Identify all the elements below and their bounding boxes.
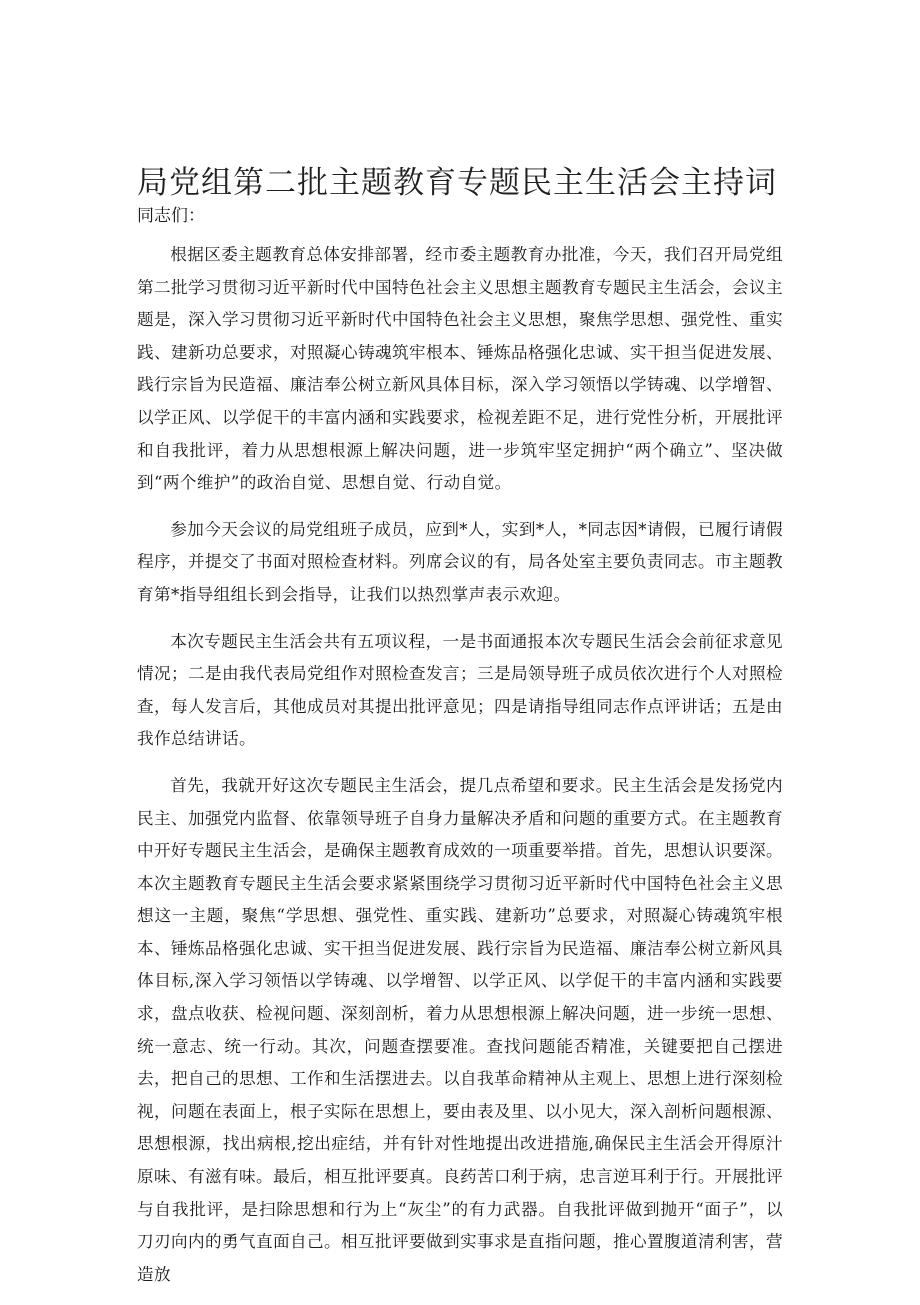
paragraph-meeting-theme: 根据区委主题教育总体安排部署，经市委主题教育办批准，今天，我们召开局党组第二批学习贯彻习近平新时代中国特色社会主义思想主题教育专题民主生活会，会议主题是，深入学习贯彻习近平新时代中国特色社会主义思想，聚焦学思想、强党性、重实践、建新功总要求，对照凝心铸魂筑牢根本、锤炼品格强化忠诚、实干担当促进发展、践行宗旨为民造福、廉洁奉公树立新风具体目标，深入学习领悟以学铸魂、以学增智、以学正风、以学促干的丰富内涵和实践要求，检视差距不足，进行党性分析，开展批评和自我批评，着力从思想根源上解决问题，进一步筑牢坚定拥护“两个确立”、坚决做到“两个维护”的政治自觉、思想自觉、行动自觉。 [137,245,783,493]
document-body [137,239,783,1305]
document-title: 局党组第二批主题教育专题民主生活会主持词 [137,164,777,201]
paragraph-attendance: 参加今天会议的局党组班子成员，应到*人，实到*人，*同志因*请假，已履行请假程序，并提交了书面对照检查材料。列席会议的有，局各处室主要负责同志。市主题教育第*指导组组长到会指导，让我们以热烈掌声表示欢迎。 [137,519,783,604]
paragraph-requirements: 首先，我就开好这次专题民主生活会，提几点希望和要求。民主生活会是发扬党内民主、加强党内监督、依靠领导班子自身力量解决矛盾和问题的重要方式。在主题教育中开好专题民主生活会，是确保主题教育成效的一项重要举措。首先，思想认识要深。本次主题教育专题民主生活会要求紧紧围绕学习贯彻习近平新时代中国特色社会主义思想这一主题，聚焦“学思想、强党性、重实践、建新功”总要求，对照凝心铸魂筑牢根本、锤炼品格强化忠诚、实干担当促进发展、践行宗旨为民造福、廉洁奉公树立新风具体目标,深入学习领悟以学铸魂、以学增智、以学正风、以学促干的丰富内涵和实践要求，盘点收获、检视问题、深刻剖析，着力从思想根源上解决问题，进一步统一思想、统一意志、统一行动。其次，问题查摆要准。查找问题能否精准，关键要把自己摆进去，把自己的思想、工作和生活摆进去。以自我革命精神从主观上、思想上进行深刻检视，问题在表面上，根子实际在思想上，要由表及里、以小见大，深入剖析问题根源、思想根源，找出病根,挖出症结，并有针对性地提出改进措施,确保民主生活会开得原汁原味、有滋有味。最后，相互批评要真。良药苦口利于病，忠言逆耳利于行。开展批评与自我批评，是扫除思想和行为上“灰尘”的有力武器。自我批评做到抛开“面子”，以刀刃向内的勇气直面自己。相互批评要做到实事求是直指问题，推心置腹道清利害，营造放 [137,775,783,1284]
paragraph-agenda: 本次专题民主生活会共有五项议程，一是书面通报本次专题民生活会会前征求意见情况；二是由我代表局党组作对照检查发言；三是局领导班子成员依次进行个人对照检查，每人发言后，其他成员对其提出批评意见；四是请指导组同志作点评讲话；五是由我作总结讲话。 [137,631,783,749]
salutation: 同志们： [137,206,205,226]
